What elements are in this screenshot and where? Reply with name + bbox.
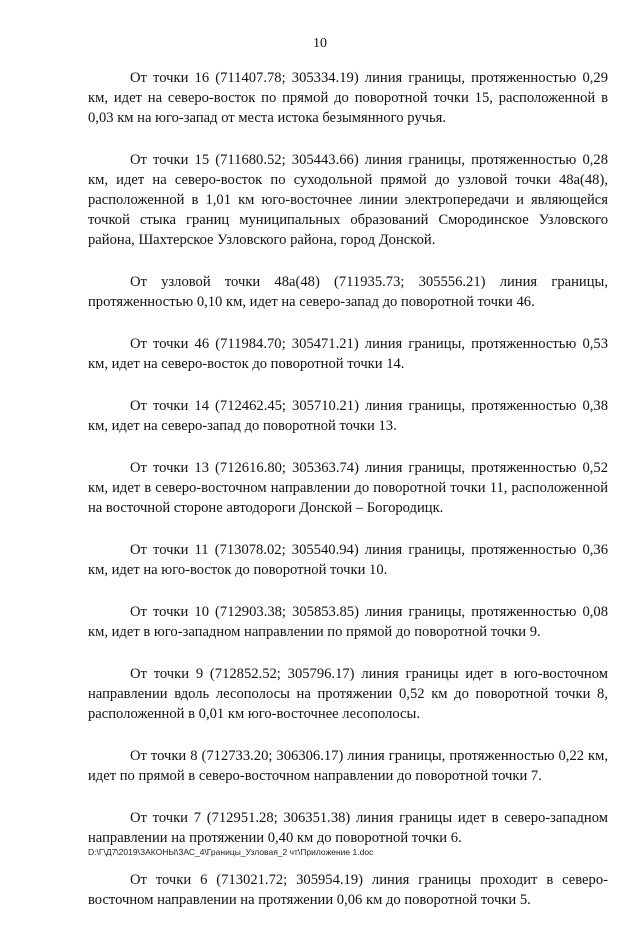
paragraph-point-11: От точки 11 (713078.02; 305540.94) линия границы, протяженностью 0,36 км, идет на юго-восток до поворотной точки 10.	[88, 542, 608, 578]
paragraph-point-7: От точки 7 (712951.28; 306351.38) линия границы идет в северо-западном направлении на протяжении 0,40 км до поворотной точки 6.	[88, 810, 608, 846]
page-number: 10	[313, 36, 327, 51]
paragraph-point-10: От точки 10 (712903.38; 305853.85) линия границы, протяженностью 0,08 км, идет в юго-западном направлении по прямой до поворотной точки 9.	[88, 604, 608, 640]
paragraph-point-48a: От узловой точки 48а(48) (711935.73; 305556.21) линия границы, протяженностью 0,10 км, идет на северо-запад до поворотной точки 46.	[88, 274, 608, 310]
paragraph-point-14: От точки 14 (712462.45; 305710.21) линия границы, протяженностью 0,38 км, идет на северо-запад до поворотной точки 13.	[88, 398, 608, 434]
document-body	[88, 68, 608, 932]
paragraph-point-6: От точки 6 (713021.72; 305954.19) линия границы проходит в северо-восточном направлении на протяжении 0,06 км до поворотной точки 5.	[88, 872, 608, 908]
paragraph-point-15: От точки 15 (711680.52; 305443.66) линия границы, протяженностью 0,28 км, идет на северо-восток по суходольной прямой до узловой точки 48а(48), расположенной в 1,01 км юго-восточнее линии электропередачи и являющейся точкой стыка границ муниципальных образований Смородинское Узловского района, Шахтерское Узловского района, город Донской.	[88, 152, 608, 248]
paragraph-point-13: От точки 13 (712616.80; 305363.74) линия границы, протяженностью 0,52 км, идет в северо-восточном направлении до поворотной точки 11, расположенной на восточной стороне автодороги Донской – Богородицк.	[88, 460, 608, 516]
file-path-footer: D:\Г\Д7\2019\ЗАКОНЫ\ЗАС_4\Границы_Узловая_2 чт\Приложение 1.doc	[88, 847, 374, 857]
paragraph-point-9: От точки 9 (712852.52; 305796.17) линия границы идет в юго-восточном направлении вдоль лесополосы на протяжении 0,52 км до поворотной точки 8, расположенной в 0,01 км юго-восточнее лесополосы.	[88, 666, 608, 722]
paragraph-point-8: От точки 8 (712733.20; 306306.17) линия границы, протяженностью 0,22 км, идет по прямой в северо-восточном направлении до поворотной точки 7.	[88, 748, 608, 784]
paragraph-point-16: От точки 16 (711407.78; 305334.19) линия границы, протяженностью 0,29 км, идет на северо-восток по прямой до поворотной точки 15, расположенной в 0,03 км на юго-запад от места истока безымянного ручья.	[88, 70, 608, 126]
paragraph-point-46: От точки 46 (711984.70; 305471.21) линия границы, протяженностью 0,53 км, идет на северо-восток до поворотной точки 14.	[88, 336, 608, 372]
